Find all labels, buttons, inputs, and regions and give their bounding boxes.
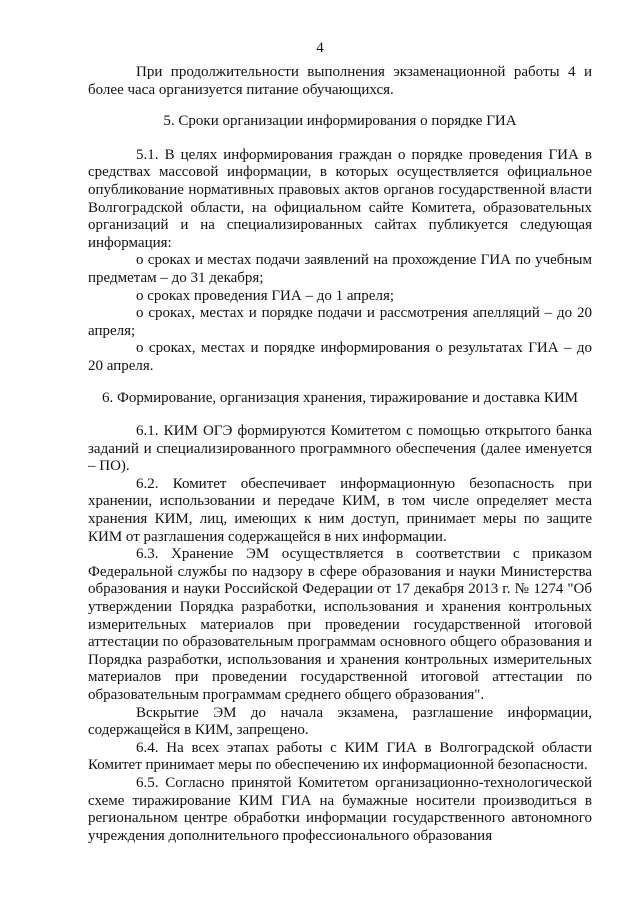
section-heading-6: 6. Формирование, организация хранения, тиражирование и доставка КИМ (101, 389, 579, 406)
paragraph-meals: При продолжительности выполнения экзаменационной работы 4 и более часа организуется питание обучающихся. (88, 64, 592, 98)
paragraph-6-5: 6.5. Согласно принятой Комитетом организационно-технологической схеме тиражирование КИМ ГИА на бумажные носители производиться в региональном центре обработки информации государственного автономного учреждения дополнительного профессионального образования (88, 774, 592, 844)
list-item-exam-dates: о сроках проведения ГИА – до 1 апреля; (136, 287, 395, 304)
paragraph-6-4: 6.4. На всех этапах работы с КИМ ГИА в Волгоградской области Комитет принимает меры по обеспечению их информационной безопасности. (88, 739, 592, 774)
page-number: 4 (316, 40, 324, 56)
paragraph-6-1: 6.1. КИМ ОГЭ формируются Комитетом с помощью открытого банка заданий и специализированного программного обеспечения (далее именуется – ПО). (88, 423, 592, 475)
paragraph-5-1: 5.1. В целях информирования граждан о порядке проведения ГИА в средствах массовой информации, в которых осуществляется официальное опубликование нормативных правовых актов органов государственной власти Волгоградской области, на официальном сайте Комитета, образовательных организаций и на специализированных сайтах публикуется следующая информация: (88, 146, 592, 251)
paragraph-opening: Вскрытие ЭМ до начала экзамена, разглашение информации, содержащейся в КИМ, запрещено. (88, 704, 592, 739)
list-item-results: о сроках, местах и порядке информирования о результатах ГИА – до 20 апреля. (88, 340, 592, 374)
section-heading-5: 5. Сроки организации информирования о порядке ГИА (163, 113, 517, 130)
paragraph-6-3: 6.3. Хранение ЭМ осуществляется в соответствии с приказом Федеральной службы по надзору в сфере образования и науки Министерства образования и науки Российской Федерации от 17 декабря 2013 г. № 1274 "Об утверждении Порядка разработки, использования и хранения контрольных измерительных материалов при проведении государственной итоговой аттестации по образовательным программам основного общего образования и Порядка разработки, использования и хранения контрольных измерительных материалов при проведении государственной итоговой аттестации по образовательным программам среднего общего образования". (88, 546, 592, 703)
paragraph-6-2: 6.2. Комитет обеспечивает информационную безопасность при хранении, использовании и передаче КИМ, в том числе определяет места хранения КИМ, лиц, имеющих к ним доступ, принимает меры по защите КИМ от разглашения содержащейся в них информации. (88, 475, 592, 545)
list-item-applications: о сроках и местах подачи заявлений на прохождение ГИА по учебным предметам – до 31 декабря; (88, 252, 592, 286)
document-body (88, 64, 592, 845)
list-item-appeals: о сроках, местах и порядке подачи и рассмотрения апелляций – до 20 апреля; (88, 305, 592, 339)
